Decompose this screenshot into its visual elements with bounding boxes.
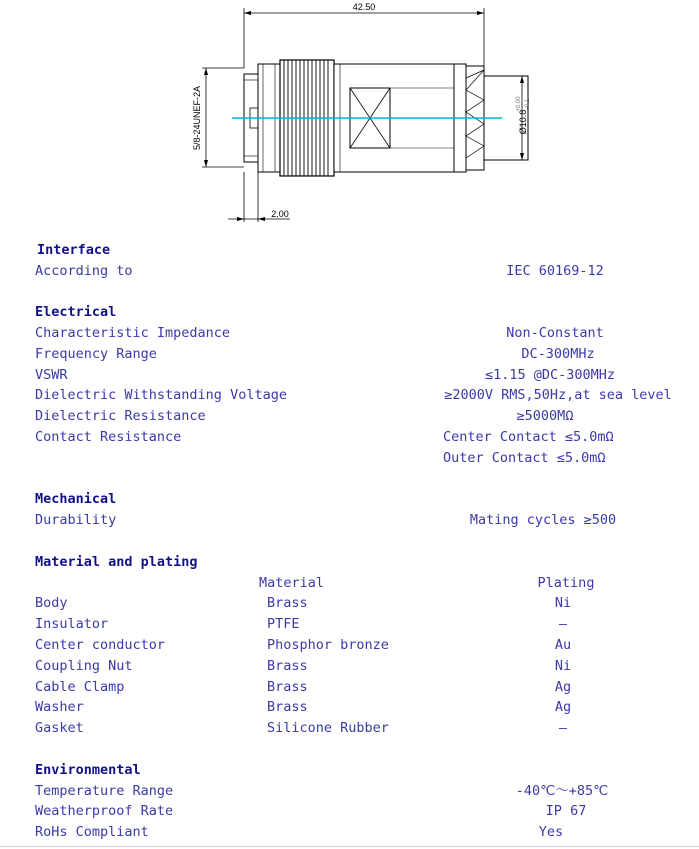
- environmental-heading: Environmental: [35, 762, 141, 778]
- dim-tolerance-lower: -0.1: [525, 98, 531, 110]
- dim-diameter: Ø10.8: [518, 109, 528, 135]
- dim-thread: 5/8-24UNEF-2A: [192, 85, 202, 151]
- material-material-washer: Brass: [267, 699, 308, 715]
- material-plating-coupling-nut: Ni: [554, 658, 572, 674]
- material-heading: Material and plating: [35, 554, 198, 570]
- environmental-label-rohs: RoHs Compliant: [35, 824, 149, 840]
- electrical-value-outer-contact: Outer Contact ≤5.0mΩ: [443, 450, 606, 466]
- electrical-label-frequency: Frequency Range: [35, 346, 157, 362]
- electrical-label-impedance: Characteristic Impedance: [35, 325, 231, 341]
- dim-length: 42.50: [352, 2, 376, 12]
- electrical-value-frequency: DC-300MHz: [521, 346, 595, 362]
- electrical-label-dielectric-resistance: Dielectric Resistance: [35, 408, 206, 424]
- material-plating-gasket: —: [558, 720, 568, 736]
- material-plating-insulator: —: [558, 616, 568, 632]
- material-material-center-conductor: Phosphor bronze: [267, 637, 389, 653]
- electrical-value-dielectric-resistance: ≥5000MΩ: [516, 408, 574, 424]
- material-plating-body: Ni: [554, 595, 572, 611]
- material-part-center-conductor: Center conductor: [35, 637, 166, 653]
- mechanical-label-durability: Durability: [35, 512, 117, 528]
- material-part-washer: Washer: [35, 699, 84, 715]
- electrical-label-vswr: VSWR: [35, 367, 68, 383]
- material-material-gasket: Silicone Rubber: [267, 720, 389, 736]
- material-material-cable-clamp: Brass: [267, 679, 308, 695]
- material-part-gasket: Gasket: [35, 720, 84, 736]
- material-plating-washer: Ag: [554, 699, 572, 715]
- material-plating-cable-clamp: Ag: [554, 679, 572, 695]
- dim-offset: 2.00: [271, 209, 289, 219]
- material-column-header: Material: [259, 575, 325, 591]
- environmental-value-temperature: -40℃～+85℃: [515, 783, 609, 799]
- interface-heading: Interface: [37, 242, 111, 258]
- electrical-value-vswr: ≤1.15 @DC-300MHz: [484, 367, 616, 383]
- material-material-coupling-nut: Brass: [267, 658, 308, 674]
- material-part-body: Body: [35, 595, 68, 611]
- electrical-heading: Electrical: [35, 304, 117, 320]
- electrical-label-withstanding: Dielectric Withstanding Voltage: [35, 387, 287, 403]
- electrical-value-impedance: Non-Constant: [506, 325, 604, 341]
- environmental-value-rohs: Yes: [538, 824, 564, 840]
- electrical-value-withstanding: ≥2000V RMS,50Hz,at sea level: [444, 387, 672, 403]
- material-part-cable-clamp: Cable Clamp: [35, 679, 125, 695]
- environmental-value-weatherproof: IP 67: [545, 803, 587, 819]
- interface-label-according-to: According to: [35, 263, 133, 279]
- mechanical-heading: Mechanical: [35, 491, 117, 507]
- bottom-divider: [0, 846, 699, 847]
- interface-value-according-to: IEC 60169-12: [506, 263, 604, 279]
- material-material-insulator: PTFE: [267, 616, 300, 632]
- connector-drawing: [0, 0, 699, 232]
- material-plating-center-conductor: Au: [554, 637, 572, 653]
- material-part-insulator: Insulator: [35, 616, 109, 632]
- environmental-label-temperature: Temperature Range: [35, 783, 174, 799]
- material-material-body: Brass: [267, 595, 308, 611]
- electrical-value-center-contact: Center Contact ≤5.0mΩ: [443, 429, 614, 445]
- dim-tolerance-upper: +0.00: [516, 96, 522, 112]
- environmental-label-weatherproof: Weatherproof Rate: [35, 803, 174, 819]
- electrical-label-contact-resistance: Contact Resistance: [35, 429, 182, 445]
- mechanical-value-durability: Mating cycles ≥500: [469, 512, 617, 528]
- material-part-coupling-nut: Coupling Nut: [35, 658, 133, 674]
- plating-column-header: Plating: [537, 575, 595, 591]
